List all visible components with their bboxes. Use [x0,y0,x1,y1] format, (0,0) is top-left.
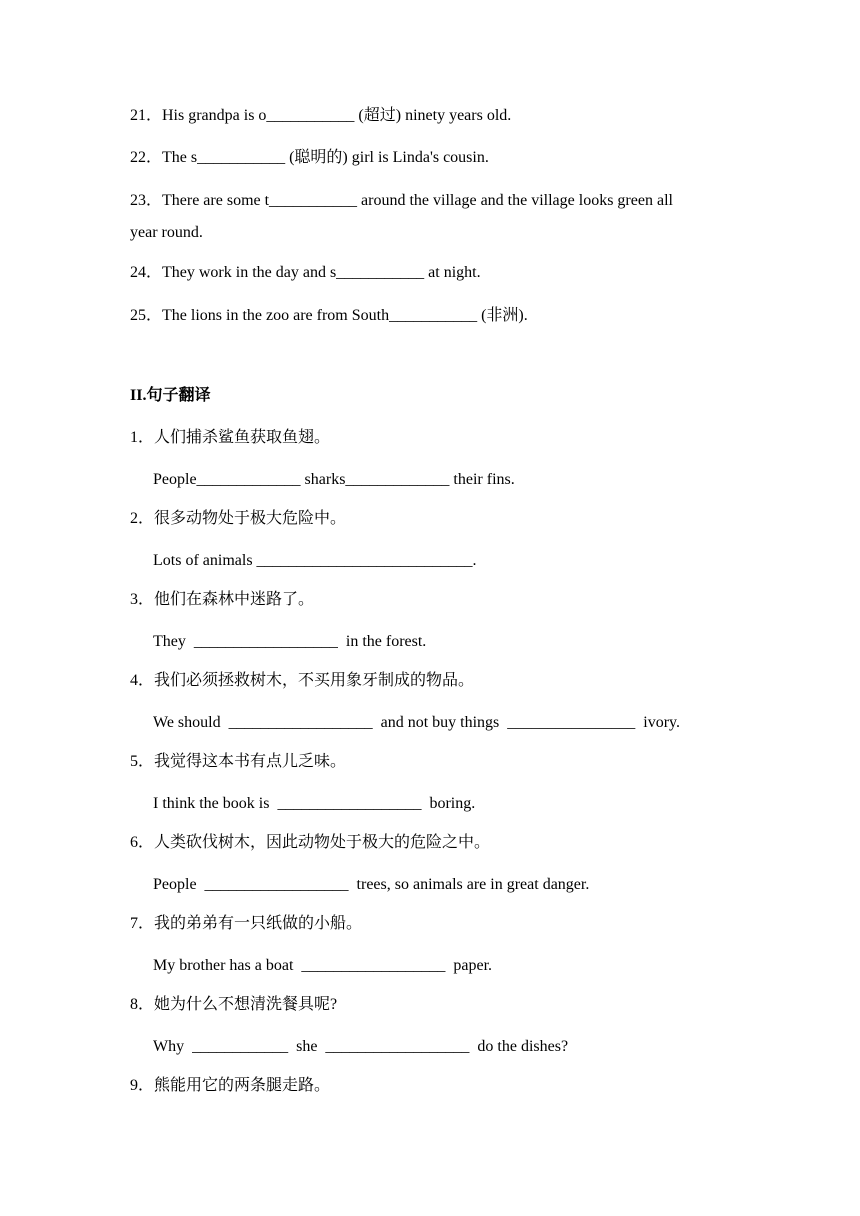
translation-item-7-prompt: 7．我的弟弟有一只纸做的小船。 [130,915,363,932]
translation-item-8-prompt: 8．她为什么不想清洗餐具呢? [130,996,338,1013]
fill-in-item-23-continuation: year round. [130,224,203,241]
translation-item-5-answer: I think the book is __________________ boring. [153,795,476,812]
translation-item-3-prompt: 3．他们在森林中迷路了。 [130,591,315,608]
fill-in-item-24: 24．They work in the day and s___________ at night. [130,264,481,281]
translation-item-1-prompt: 1．人们捕杀鲨鱼获取鱼翅。 [130,429,331,446]
translation-item-9-prompt: 9．熊能用它的两条腿走路。 [130,1077,331,1094]
fill-in-item-23: 23．There are some t___________ around the village and the village looks green all [130,192,673,209]
translation-item-2-prompt: 2．很多动物处于极大危险中。 [130,510,347,527]
translation-item-1-answer: People_____________ sharks_____________ their fins. [153,471,515,488]
translation-item-8-answer: Why ____________ she __________________ do the dishes? [153,1038,569,1055]
translation-item-5-prompt: 5．我觉得这本书有点儿乏味。 [130,753,347,770]
fill-in-item-22: 22．The s___________ (聪明的) girl is Linda's cousin. [130,149,489,166]
translation-item-3-answer: They __________________ in the forest. [153,633,427,650]
translation-item-7-answer: My brother has a boat __________________ paper. [153,957,493,974]
fill-in-item-25: 25．The lions in the zoo are from South___________ (非洲). [130,307,528,324]
translation-item-6-answer: People __________________ trees, so animals are in great danger. [153,876,590,893]
translation-item-2-answer: Lots of animals ___________________________. [153,552,477,569]
translation-item-6-prompt: 6．人类砍伐树木，因此动物处于极大的危险之中。 [130,834,491,851]
fill-in-item-21: 21．His grandpa is o___________ (超过) ninety years old. [130,107,512,124]
translation-item-4-answer: We should __________________ and not buy things ________________ ivory. [153,714,680,731]
translation-item-4-prompt: 4．我们必须拯救树木，不买用象牙制成的物品。 [130,672,475,689]
section-title: II.句子翻译 [130,387,211,404]
